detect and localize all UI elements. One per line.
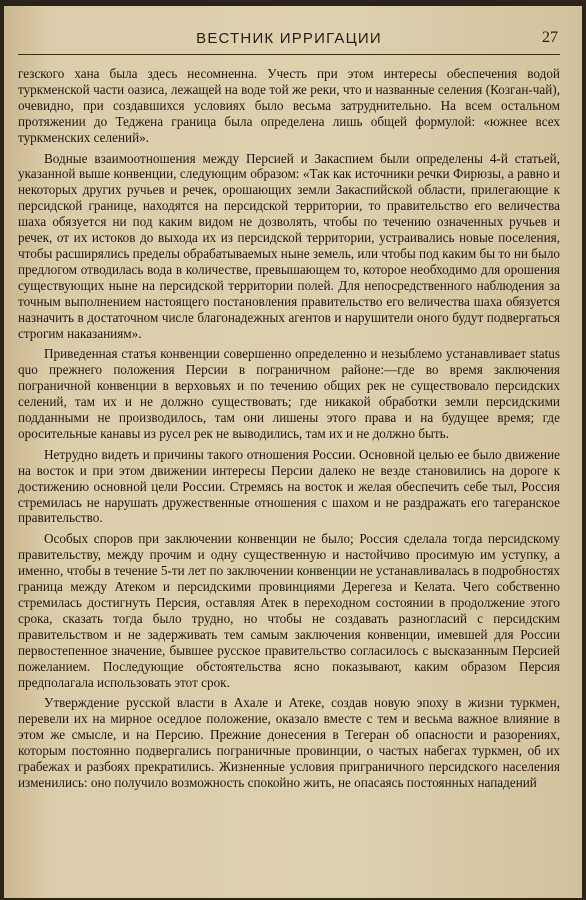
paragraph: Приведенная статья конвенции совершенно определенно и незыблемо устанавливает status quo прежнего положения Персии в пограничном районе:—где во время заключения пограничной конвенции в верховьях и по течению общих рек не существовало персидских селений, там их и не должно существовать; где никакой обработки земли персидскими подданными не производилось, там они лишены этого права и на будущее время; где оросительные канавы из русел рек не выводились, там их и не должно быть.	[18, 346, 560, 441]
journal-title: ВЕСТНИК ИРРИГАЦИИ	[196, 30, 382, 47]
paragraph: Нетрудно видеть и причины такого отношения России. Основной целью ее было движение на восток и при этом движении интересы Персии далеко не везде становились на дороге к достижению основной цели России. Стремясь на восток и желая обеспечить себе тыл, Россия стремилась не нарушать дружественные отношения с шахом и не раздражать его тагеранское правительство.	[18, 446, 560, 526]
page-number: 27	[542, 29, 558, 46]
article-body	[18, 66, 560, 796]
paragraph-continuation: гезского хана была здесь несомненна. Учесть при этом интересы обеспечения водой туркменской части оазиса, лежащей на воде той же реки, что и названные селения (Козган-чай), очевидно, при создавшихся условиях было весьма затруднительно. На всем остальном протяжении до Теджена граница была определена лишь общей формулой: «южнее всех туркменских селений».	[18, 66, 560, 145]
paragraph: Утверждение русской власти в Ахале и Атеке, создав новую эпоху в жизни туркмен, перевели их на мирное оседлое положение, оказало вместе с тем и весьма важное влияние в этом же смысле, и на Персию. Прежние донесения в Тегеран об опасности и разорениях, которым постоянно подвергались пограничные провинции, о частых набегах туркмен, об их грабежах и разбоях прекратились. Жизненные условия пригpаничного персидского населения изменились: оно получило возможность спокойно жить, не опасаясь постоянных нападений	[18, 695, 560, 790]
paragraph: Особых споров при заключении конвенции не было; Россия сделала тогда персидскому правительству, между прочим и одну существенную и настойчиво просимую им уступку, а именно, чтобы в течение 5-ти лет по заключении конвенции не устанавливалась в подробностях граница между Атеком и персидскими провинциями Дерегеза и Келата. Чего собственно стремилась достигнуть Персия, оставляя Атек в переходном состоянии в продолжение этого срока, сказать тогда было трудно, но чтобы не создавать разногласий с персидским правительством и не задерживать тем самым заключения конвенции, имевшей для России первостепенное значение, бывшее русское правительство согласилось с высказанным Персией пожеланием. Последующие обстоятельства ясно показывают, каким образом Персия предполагала использовать этот срок.	[18, 531, 560, 690]
paragraph: Водные взаимоотношения между Персией и Закаспием были определены 4-й статьей, указанной выше конвенции, следующим образом: «Так как источники речки Фирюзы, а равно и некоторых других ручьев и речек, орошающих земли Закаспийской области, прилегающие к персидской границе, находятся на персидской территории, то правительство его величества шаха обязуется ни под каким видом не дозволять, чтобы по течению означенных ручьев и речек, от их истоков до выхода их из персидской территории, устраивались новые поселения, чтобы расширялись пределы обрабатываемых ныне земель, или чтобы под каким бы то ни было предлогом отводилась вода в количестве, превышающем то, которое необходимо для орошения существующих ныне на персидской территории полей. Для непосредственного наблюдения за точным выполнением настоящего постановления правительство его величества шаха обязуется назначить в достаточном числе благонадежных агентов и нарушители оного будут подвергаться строгим наказаниям».	[18, 150, 560, 341]
running-header	[18, 28, 560, 55]
document-page	[4, 6, 582, 898]
